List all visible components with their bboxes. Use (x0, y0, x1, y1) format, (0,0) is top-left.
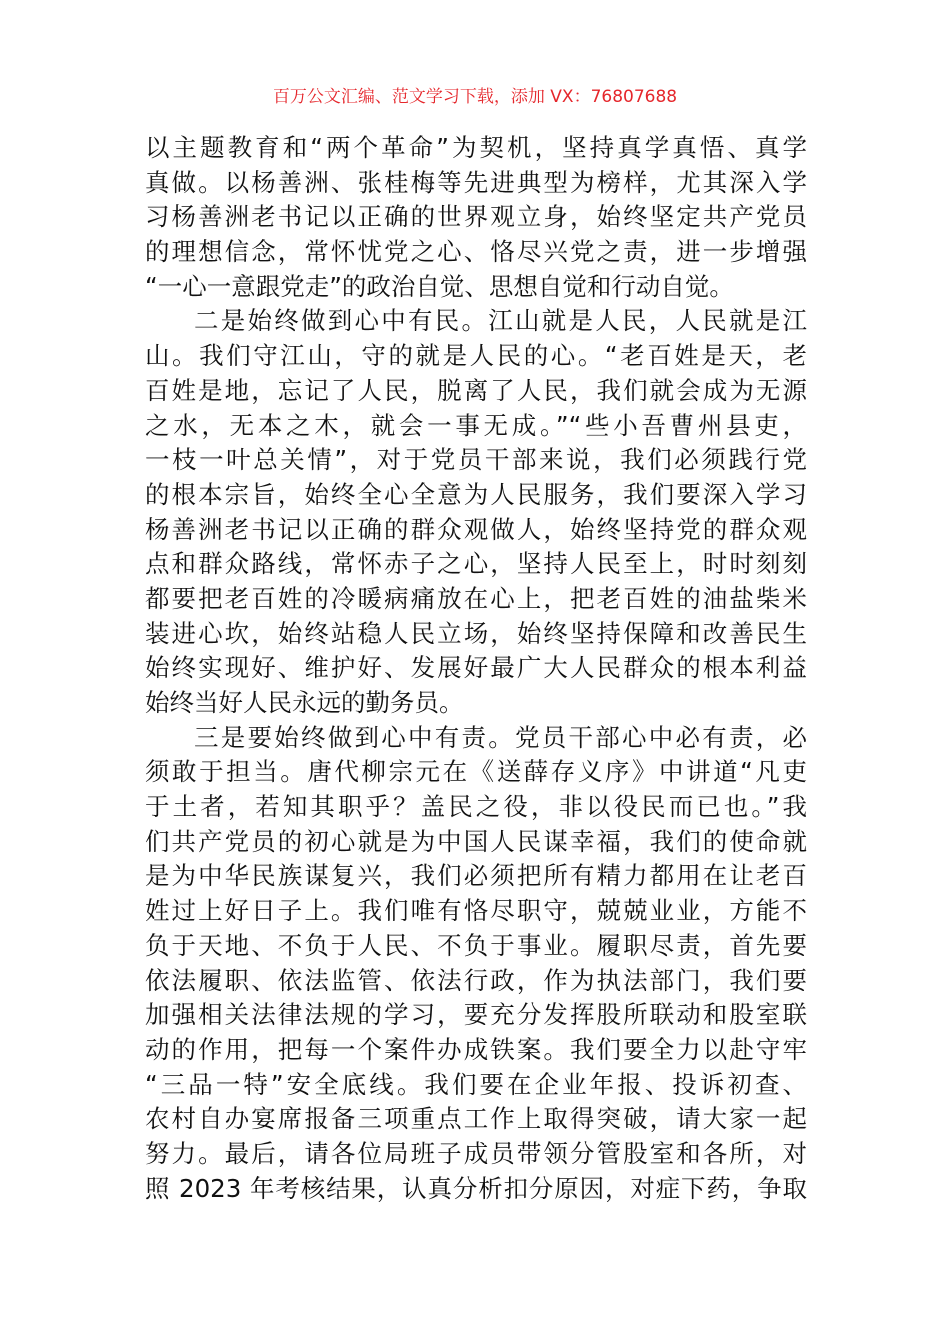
text-line: 百姓是地，忘记了人民，脱离了人民，我们就会成为无源 (145, 375, 807, 405)
text-line: 负于天地、不负于人民、不负于事业。履职尽责，首先要 (145, 930, 807, 960)
text-line: 都要把老百姓的冷暖病痛放在心上，把老百姓的油盐柴米 (145, 583, 807, 613)
text-line: 装进心坎，始终站稳人民立场，始终坚持保障和改善民生 (145, 618, 807, 648)
text-line: 农村自办宴席报备三项重点工作上取得突破，请大家一起 (145, 1104, 807, 1134)
text-line: 杨善洲老书记以正确的群众观做人，始终坚持党的群众观 (145, 514, 807, 544)
text-line: 一枝一叶总关情”，对于党员干部来说，我们必须践行党 (145, 445, 807, 475)
text-line: 始终当好人民永远的勤务员。 (145, 688, 464, 717)
text-line: 照 2023 年考核结果，认真分析扣分原因，对症下药，争取 (145, 1173, 807, 1203)
text-line: 始终实现好、维护好、发展好最广大人民群众的根本利益 (145, 653, 807, 683)
text-line: 动的作用，把每一个案件办成铁案。我们要全力以赴守牢 (145, 1034, 807, 1064)
text-line: 点和群众路线，常怀赤子之心，坚持人民至上，时时刻刻 (145, 549, 807, 579)
text-line: 加强相关法律法规的学习，要充分发挥股所联动和股室联 (145, 1000, 807, 1030)
text-line: 习杨善洲老书记以正确的世界观立身，始终坚定共产党员 (145, 202, 807, 232)
text-line: 姓过上好日子上。我们唯有恪尽职守，兢兢业业，方能不 (145, 896, 807, 926)
text-line: 是为中华民族谋复兴，我们必须把所有精力都用在让老百 (145, 861, 807, 891)
paragraph-start-line: 二是始终做到心中有民。江山就是人民，人民就是江 (194, 306, 807, 336)
text-line: 之水，无本之木，就会一事无成。”“些小吾曹州县吏， (145, 410, 807, 440)
text-line: 依法履职、依法监管、依法行政，作为执法部门，我们要 (145, 965, 807, 995)
text-line: 真做。以杨善洲、张桂梅等先进典型为榜样，尤其深入学 (145, 167, 807, 197)
text-line: 的根本宗旨，始终全心全意为人民服务，我们要深入学习 (145, 479, 807, 509)
text-line: 以主题教育和“两个革命”为契机，坚持真学真悟、真学 (145, 133, 807, 162)
watermark-header: 百万公文汇编、范文学习下载，添加 VX：76807688 (272, 87, 678, 107)
text-line: 须敢于担当。唐代柳宗元在《送薛存义序》中讲道“凡吏 (145, 757, 807, 787)
text-line: “三品一特”安全底线。我们要在企业年报、投诉初查、 (145, 1069, 807, 1099)
paragraph-start-line: 三是要始终做到心中有责。党员干部心中必有责，必 (194, 722, 807, 752)
document-body (145, 131, 807, 1206)
text-line: 的理想信念，常怀忧党之心、恪尽兴党之责，进一步增强 (145, 237, 807, 267)
text-line: 于土者，若知其职乎？盖民之役，非以役民而已也。”我 (145, 792, 807, 822)
text-line: 努力。最后，请各位局班子成员带领分管股室和各所，对 (145, 1138, 807, 1168)
text-line: “一心一意跟党走”的政治自觉、思想自觉和行动自觉。 (145, 271, 734, 301)
text-line: 山。我们守江山，守的就是人民的心。“老百姓是天，老 (145, 341, 807, 371)
text-line: 们共产党员的初心就是为中国人民谋幸福，我们的使命就 (145, 826, 807, 856)
